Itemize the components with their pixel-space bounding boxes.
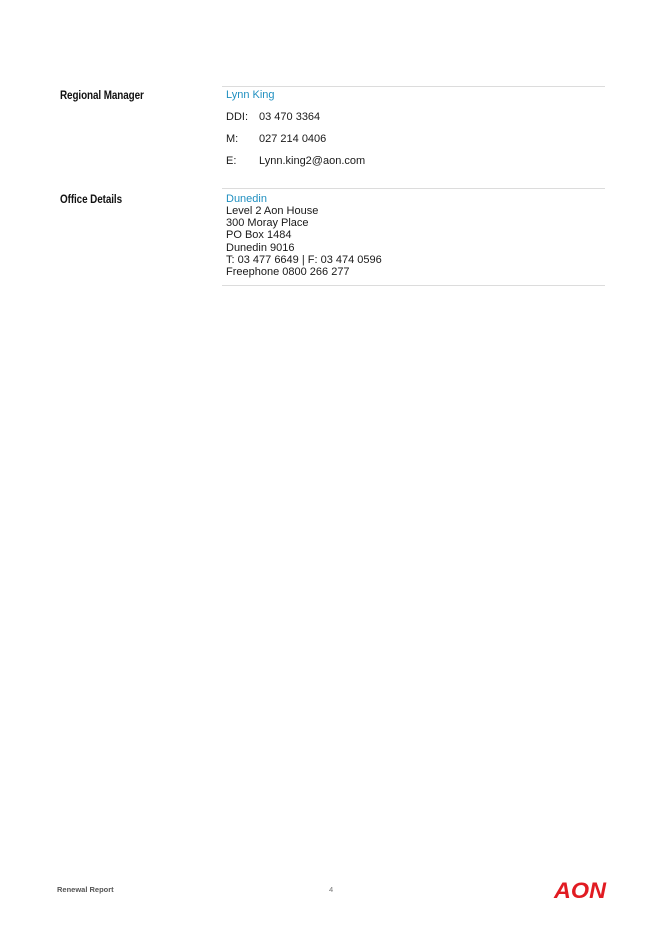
contact-row-value: 03 470 3364 xyxy=(259,111,321,123)
address-line: Dunedin 9016 xyxy=(226,241,295,254)
footer-report-title: Renewal Report xyxy=(57,885,114,894)
address-line: Level 2 Aon House xyxy=(226,205,319,217)
contact-row-label: M: xyxy=(226,133,239,145)
address-line: PO Box 1484 xyxy=(226,229,292,242)
manager-name: Lynn King xyxy=(226,89,275,101)
aon-logo xyxy=(553,878,607,902)
aon-logo-text: AON xyxy=(553,878,607,902)
address-line: T: 03 477 6649 | F: 03 474 0596 xyxy=(226,253,382,266)
section-bottom-rule xyxy=(222,285,605,286)
address-line: Freephone 0800 266 277 xyxy=(226,266,350,279)
office-name: Dunedin xyxy=(226,193,267,205)
contact-row-label: DDI: xyxy=(226,111,248,123)
contact-row-mobile xyxy=(226,133,326,145)
regional-manager-heading: Regional Manager xyxy=(60,90,144,102)
section-top-rule xyxy=(222,86,605,87)
office-address xyxy=(226,205,382,278)
office-details-heading: Office Details xyxy=(60,194,123,206)
contact-row-ddi xyxy=(226,111,320,123)
footer-page-number: 4 xyxy=(329,885,334,894)
contact-row-email xyxy=(226,155,365,167)
address-line: 300 Moray Place xyxy=(226,217,309,230)
email-link[interactable]: Lynn.king2@aon.com xyxy=(259,155,366,167)
contact-row-value: 027 214 0406 xyxy=(259,133,327,145)
section-divider-rule xyxy=(222,188,605,189)
contact-row-label: E: xyxy=(226,155,237,167)
